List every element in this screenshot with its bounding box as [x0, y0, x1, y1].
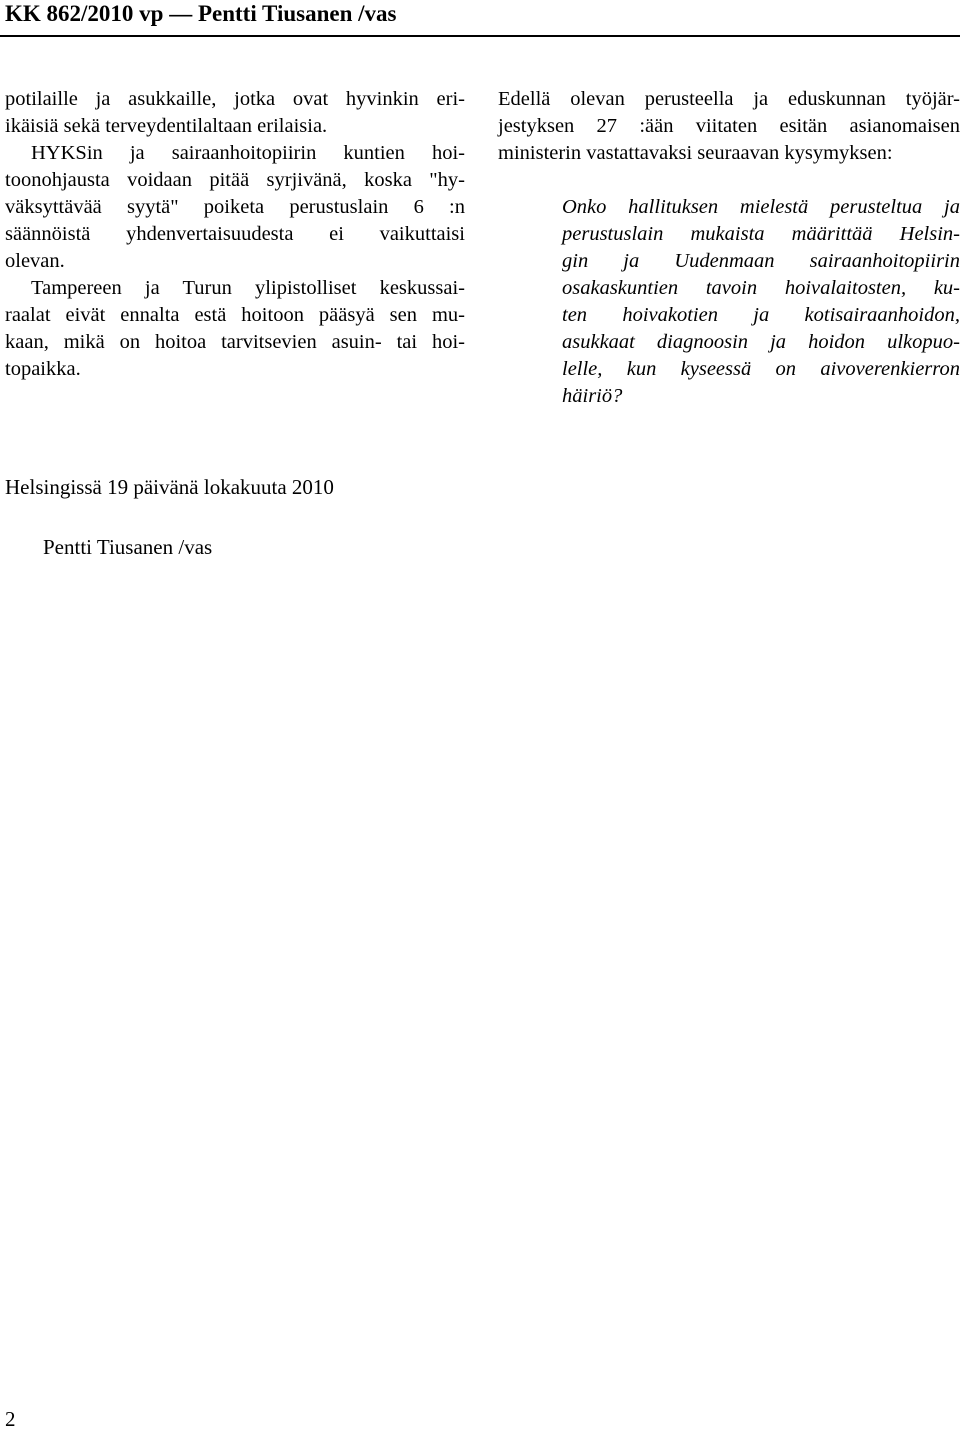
body-line: ikäisiä sekä terveydentilaltaan erilaisia. — [5, 115, 328, 137]
body-line: väksyttävää syytä" poiketa perustuslain 6 :n — [5, 196, 465, 218]
question-line: Onko hallituksen mielestä perusteltua ja — [562, 196, 960, 218]
signer-name: Pentti Tiusanen /vas — [43, 535, 213, 559]
document-header: KK 862/2010 vp — Pentti Tiusanen /vas — [5, 1, 397, 26]
body-line: kaan, mikä on hoitoa tarvitsevien asuin- tai hoi- — [5, 331, 465, 353]
question-line: asukkaat diagnoosin ja hoidon ulkopuo- — [562, 331, 960, 353]
left-column — [5, 86, 465, 383]
body-line: HYKSin ja sairaanhoitopiirin kuntien hoi- — [31, 142, 465, 164]
question-line: ten hoivakotien ja kotisairaanhoidon, — [562, 304, 960, 326]
question-line: lelle, kun kyseessä on aivoverenkierron — [562, 358, 960, 380]
body-line: toonohjausta voidaan pitää syrjivänä, koska "hy- — [5, 169, 465, 191]
page-number: 2 — [5, 1407, 16, 1431]
body-line: potilaille ja asukkaille, jotka ovat hyvinkin eri- — [5, 88, 465, 110]
question-line: häiriö? — [562, 385, 623, 407]
right-column — [498, 86, 960, 167]
header-rule — [0, 35, 960, 37]
body-line: Edellä olevan perusteella ja eduskunnan työjär- — [498, 88, 960, 110]
body-line: raalat eivät ennalta estä hoitoon pääsyä sen mu- — [5, 304, 465, 326]
question-block — [562, 194, 960, 410]
signing-date: Helsingissä 19 päivänä lokakuuta 2010 — [5, 475, 334, 499]
body-line: topaikka. — [5, 358, 81, 380]
question-line: gin ja Uudenmaan sairaanhoitopiirin — [562, 250, 960, 272]
question-line: osakaskuntien tavoin hoivalaitosten, ku- — [562, 277, 960, 299]
body-line: jestyksen 27 :ään viitaten esitän asianomaisen — [498, 115, 960, 137]
body-line: olevan. — [5, 250, 65, 272]
question-line: perustuslain mukaista määrittää Helsin- — [562, 223, 960, 245]
body-line: Tampereen ja Turun ylipistolliset keskussai- — [31, 277, 465, 299]
body-line: säännöistä yhdenvertaisuudesta ei vaikuttaisi — [5, 223, 465, 245]
body-line: ministerin vastattavaksi seuraavan kysymyksen: — [498, 142, 893, 164]
